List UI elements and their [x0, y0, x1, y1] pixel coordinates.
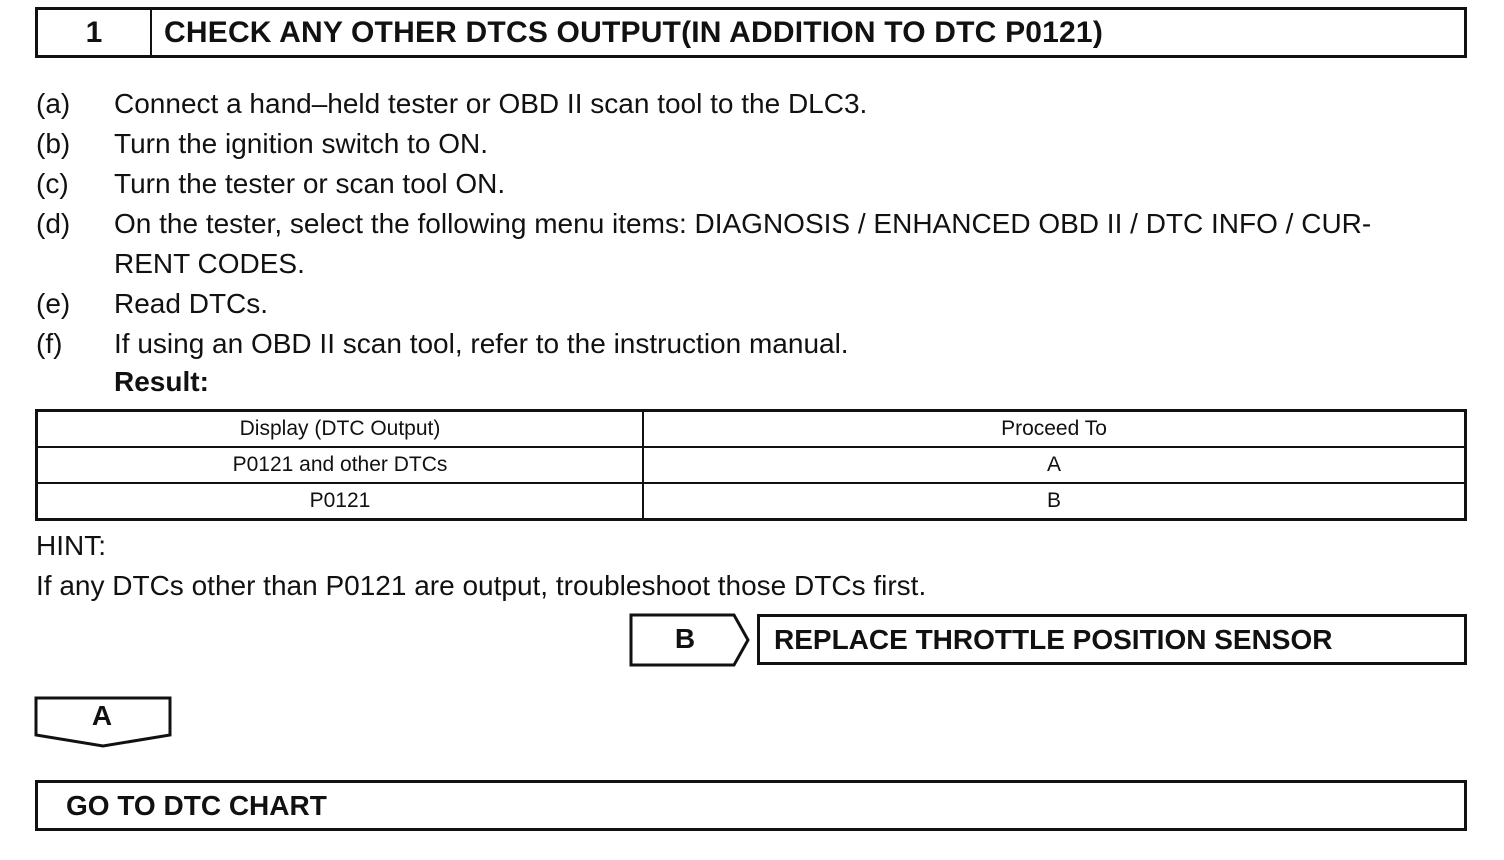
procedure-step — [36, 204, 1476, 284]
procedure-step — [36, 84, 1476, 124]
procedure-step — [36, 164, 1476, 204]
branch-b-action: REPLACE THROTTLE POSITION SENSOR — [757, 614, 1467, 665]
step-text: Read DTCs. — [114, 288, 269, 319]
table-header-proceed: Proceed To — [643, 411, 1466, 448]
step-header — [35, 7, 1467, 58]
step-text: Turn the tester or scan tool ON. — [114, 168, 506, 199]
hint-text: If any DTCs other than P0121 are output, troubleshoot those DTCs first. — [36, 570, 927, 601]
table-header-display: Display (DTC Output) — [37, 411, 644, 448]
branch-b-label: B — [674, 623, 696, 654]
step-text: Turn the ignition switch to ON. — [114, 128, 489, 159]
table-cell-proceed: B — [643, 483, 1466, 520]
result-label: Result: — [114, 366, 209, 397]
step-text: Connect a hand–held tester or OBD II scan tool to the DLC3. — [114, 88, 868, 119]
step-label: (c) — [36, 168, 69, 199]
table-header-row — [37, 411, 1466, 448]
table-cell-proceed: A — [643, 447, 1466, 483]
procedure-step — [36, 284, 1476, 324]
step-text-line: RENT CODES. — [114, 248, 305, 279]
step-label: (f) — [36, 328, 63, 359]
step-label: (a) — [36, 88, 71, 119]
step-title: CHECK ANY OTHER DTCS OUTPUT(IN ADDITION TO DTC P0121) — [164, 15, 1104, 49]
table-row — [37, 483, 1466, 520]
table-cell-display: P0121 — [37, 483, 644, 520]
procedure-step — [36, 324, 1476, 364]
table-cell-display: P0121 and other DTCs — [37, 447, 644, 483]
result-table — [35, 409, 1467, 521]
step-label: (b) — [36, 128, 71, 159]
procedure-step — [36, 124, 1476, 164]
step-text — [114, 204, 1476, 284]
step-label: (e) — [36, 288, 71, 319]
hint-label: HINT: — [36, 530, 106, 561]
step-label: (d) — [36, 208, 71, 239]
step-number: 1 — [38, 10, 152, 55]
table-row — [37, 447, 1466, 483]
final-action: GO TO DTC CHART — [35, 780, 1467, 831]
procedure-steps — [36, 84, 1476, 364]
step-text-line: On the tester, select the following menu items: DIAGNOSIS / ENHANCED OBD II / DTC INFO / CUR- — [114, 208, 1372, 239]
step-text: If using an OBD II scan tool, refer to the instruction manual. — [114, 328, 849, 359]
branch-a-label: A — [91, 700, 113, 731]
